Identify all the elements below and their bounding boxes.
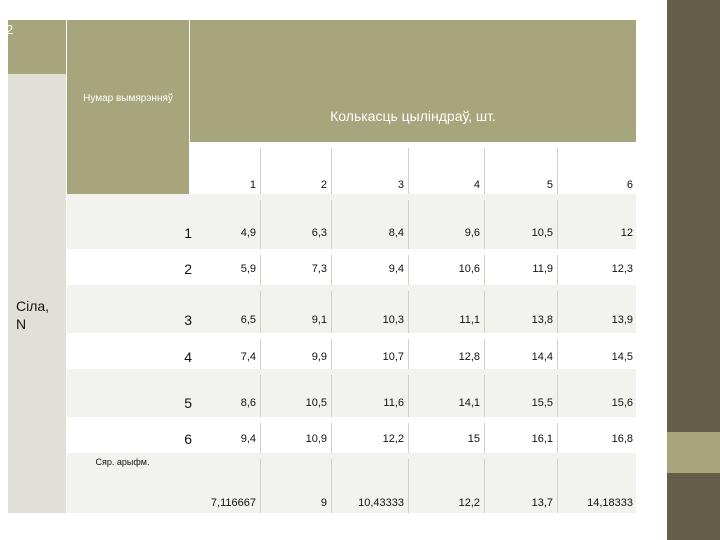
column-divider xyxy=(557,200,558,249)
column-divider xyxy=(557,291,558,333)
data-cell-value: 10,3 xyxy=(382,314,404,326)
cylinder-count-label: 2 xyxy=(320,179,327,191)
data-cell-value: 15,5 xyxy=(531,397,553,409)
corner-label: 2 xyxy=(6,22,14,37)
average-value: 10,43333 xyxy=(358,497,404,509)
data-cell-value: 14,5 xyxy=(611,351,633,363)
cylinder-count-label: 1 xyxy=(249,179,256,191)
data-cell-value: 6,3 xyxy=(311,227,327,239)
data-cell-value: 14,4 xyxy=(531,351,553,363)
average-value: 13,7 xyxy=(531,497,553,509)
average-value: 7,116667 xyxy=(210,497,256,509)
measurement-index: 4 xyxy=(184,349,192,365)
data-cell-value: 10,7 xyxy=(382,351,404,363)
measurement-index: 5 xyxy=(184,395,192,411)
data-cell-value: 4,9 xyxy=(240,227,256,239)
data-cell-value: 16,8 xyxy=(611,433,633,445)
measurement-index: 2 xyxy=(184,261,192,277)
side-label-line1: Сіла, xyxy=(16,298,50,314)
data-cell-value: 12,2 xyxy=(382,433,404,445)
data-cell-value: 8,4 xyxy=(388,227,404,239)
cylinder-count-label: 6 xyxy=(626,179,633,191)
measurement-index: 1 xyxy=(184,225,192,241)
main-header: Колькасць цыліндраў, шт. xyxy=(330,108,496,124)
data-cell-value: 9,9 xyxy=(311,351,327,363)
side-bar-accent xyxy=(667,432,720,473)
column-divider xyxy=(331,200,332,249)
column-divider xyxy=(408,200,409,249)
column-divider xyxy=(557,375,558,417)
average-value: 12,2 xyxy=(458,497,480,509)
data-cell-value: 9,4 xyxy=(240,433,256,445)
measurement-index: 3 xyxy=(184,312,192,328)
column-divider xyxy=(331,375,332,417)
data-cell-value: 9,1 xyxy=(311,314,327,326)
data-cell-value: 5,9 xyxy=(240,263,256,275)
data-cell-value: 15,6 xyxy=(611,397,633,409)
data-cell-value: 10,5 xyxy=(305,397,327,409)
column-divider xyxy=(260,200,261,249)
data-cell-value: 7,4 xyxy=(240,351,256,363)
data-cell-value: 6,5 xyxy=(240,314,256,326)
data-cell-value: 10,9 xyxy=(305,433,327,445)
data-cell-value: 15 xyxy=(467,433,480,445)
cylinder-count-label: 5 xyxy=(546,179,553,191)
column-divider xyxy=(484,375,485,417)
cylinder-count-label: 4 xyxy=(473,179,480,191)
measurement-index: 6 xyxy=(184,431,192,447)
column-divider xyxy=(260,375,261,417)
column-divider xyxy=(484,200,485,249)
cylinder-count-label: 3 xyxy=(397,179,404,191)
average-value: 14,18333 xyxy=(587,497,633,509)
data-cell-value: 11,6 xyxy=(383,397,404,409)
data-cell-value: 10,5 xyxy=(531,227,553,239)
measurement-header: Нумар вымярэнняў xyxy=(83,93,173,104)
column-divider xyxy=(484,291,485,333)
data-cell-value: 10,6 xyxy=(458,263,480,275)
side-label-cell xyxy=(8,194,66,513)
side-label xyxy=(16,297,49,333)
data-cell-value: 9,6 xyxy=(464,227,480,239)
corner-gray-cell xyxy=(8,74,66,194)
data-cell-value: 16,1 xyxy=(531,433,553,445)
average-value: 9 xyxy=(320,497,327,509)
data-cell-value: 12 xyxy=(620,227,633,239)
column-divider xyxy=(260,291,261,333)
data-cell-value: 11,9 xyxy=(532,263,553,275)
data-cell-value: 13,9 xyxy=(611,314,633,326)
data-cell-value: 9,4 xyxy=(388,263,404,275)
data-cell-value: 14,1 xyxy=(458,397,480,409)
column-divider xyxy=(331,291,332,333)
corner-cell xyxy=(8,20,66,74)
data-cell-value: 12,3 xyxy=(611,263,633,275)
side-label-line2: N xyxy=(16,316,27,332)
data-cell-value: 12,8 xyxy=(458,351,480,363)
data-cell-value: 8,6 xyxy=(240,397,256,409)
average-label: Сяр. арыфм. xyxy=(95,457,150,467)
data-cell-value: 13,8 xyxy=(531,314,553,326)
column-divider xyxy=(408,291,409,333)
data-cell-value: 11,1 xyxy=(459,314,480,326)
data-cell-value: 7,3 xyxy=(311,263,327,275)
column-divider xyxy=(408,375,409,417)
measurement-header-cell xyxy=(67,20,189,194)
